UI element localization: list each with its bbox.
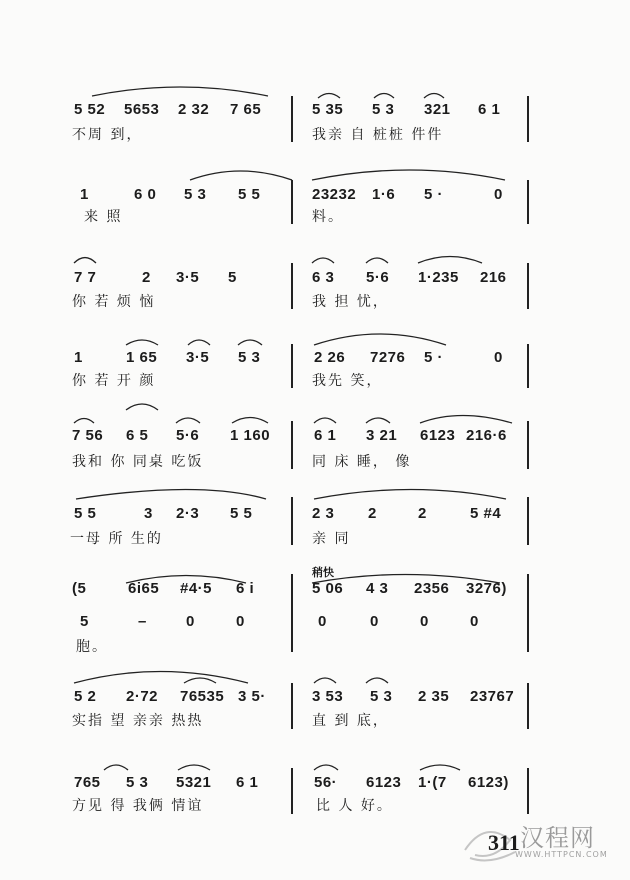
note-group: 0 <box>494 349 503 366</box>
note-group: 5 5 <box>230 505 253 522</box>
note-group: 5 5 <box>238 186 261 203</box>
note-group: 2·3 <box>176 505 200 522</box>
tempo-marking: 稍快 <box>312 567 334 579</box>
note-group: 23232 <box>312 186 357 203</box>
lyric-line: 我和 你 同桌 吃饭 <box>72 454 204 470</box>
note-group: 0 <box>186 613 195 630</box>
note-group: 1·235 <box>418 269 459 286</box>
note-group: 6123) <box>468 774 509 791</box>
note-group: 2 35 <box>418 688 450 705</box>
watermark-url: WWW.HTTPCN.COM <box>515 850 608 859</box>
lyric-line: 来 照 <box>84 209 123 225</box>
watermark-text: 汉程网 <box>520 824 595 852</box>
note-group: 7 56 <box>72 427 104 444</box>
note-group: 0 <box>236 613 245 630</box>
note-group: 5·6 <box>176 427 200 444</box>
note-group: 23767 <box>470 688 515 705</box>
lyric-line: 料。 <box>312 209 344 225</box>
note-group: 6 1 <box>236 774 259 791</box>
note-group: 6123 <box>366 774 402 791</box>
note-group: 0 <box>420 613 429 630</box>
note-group: 5·6 <box>366 269 390 286</box>
note-group: 0 <box>318 613 327 630</box>
note-group: 5 · <box>424 186 444 203</box>
lyric-line: 方见 得 我俩 情谊 <box>72 798 204 814</box>
note-group: 2 26 <box>314 349 346 366</box>
lyric-line: 我亲 自 桩桩 件件 <box>312 127 444 143</box>
note-group: 7 7 <box>74 269 97 286</box>
note-group: 5 3 <box>370 688 393 705</box>
note-group: 3 <box>144 505 153 522</box>
note-group: – <box>138 613 147 630</box>
note-group: 3·5 <box>186 349 210 366</box>
note-group: 6 0 <box>134 186 157 203</box>
note-group: 2 <box>142 269 151 286</box>
note-group: 6i65 <box>128 580 160 597</box>
note-group: 4 3 <box>366 580 389 597</box>
note-group: 5 06 <box>312 580 344 597</box>
note-group: 5 <box>228 269 237 286</box>
note-group: 3 5· <box>238 688 266 705</box>
lyric-line: 亲 同 <box>312 531 351 547</box>
note-group: 5321 <box>176 774 212 791</box>
note-group: 6 3 <box>312 269 335 286</box>
note-group: 1 <box>74 349 83 366</box>
note-group: 5 5 <box>74 505 97 522</box>
note-group: 5 3 <box>372 101 395 118</box>
lyric-line: 比 人 好。 <box>316 798 393 814</box>
note-group: 216·6 <box>466 427 507 444</box>
note-group: 3 21 <box>366 427 398 444</box>
note-group: 6 5 <box>126 427 149 444</box>
note-group: 5 3 <box>238 349 261 366</box>
note-group: 5 #4 <box>470 505 502 522</box>
note-group: 5 2 <box>74 688 97 705</box>
lyric-line: 你 若 烦 恼 <box>72 294 156 310</box>
lyric-line: 一母 所 生的 <box>70 531 163 547</box>
lyric-line: 直 到 底， <box>312 713 389 729</box>
note-group: 5 · <box>424 349 444 366</box>
note-group: 1·(7 <box>418 774 447 791</box>
note-group: 7276 <box>370 349 406 366</box>
lyric-line: 实指 望 亲亲 热热 <box>72 713 204 729</box>
note-group: (5 <box>72 580 87 597</box>
note-group: 1 160 <box>230 427 271 444</box>
note-group: 6 1 <box>314 427 337 444</box>
note-group: 1 <box>80 186 89 203</box>
note-group: 3276) <box>466 580 507 597</box>
note-group: 5 3 <box>184 186 207 203</box>
note-group: 2 32 <box>178 101 210 118</box>
note-group: 3 53 <box>312 688 344 705</box>
note-group: 5 35 <box>312 101 344 118</box>
page-number: 311 <box>488 830 520 855</box>
note-group: 321 <box>424 101 451 118</box>
note-group: 0 <box>470 613 479 630</box>
note-group: 6123 <box>420 427 456 444</box>
note-group: 2·72 <box>126 688 159 705</box>
lyric-line: 不周 到， <box>72 127 143 143</box>
lyric-line: 你 若 开 颜 <box>72 373 156 389</box>
note-group: 5653 <box>124 101 160 118</box>
note-group: 0 <box>370 613 379 630</box>
note-group: 2 <box>368 505 377 522</box>
note-group: 0 <box>494 186 503 203</box>
note-group: #4·5 <box>180 580 213 597</box>
note-group: 5 3 <box>126 774 149 791</box>
lyric-line: 我先 笑， <box>312 373 383 389</box>
note-group: 2 3 <box>312 505 335 522</box>
note-group: 76535 <box>180 688 225 705</box>
lyric-line: 胞。 <box>76 639 108 655</box>
note-group: 1 65 <box>126 349 158 366</box>
note-group: 2356 <box>414 580 450 597</box>
note-group: 1·6 <box>372 186 396 203</box>
note-group: 5 52 <box>74 101 106 118</box>
note-group: 5 <box>80 613 89 630</box>
note-group: 6 i <box>236 580 255 597</box>
lyric-line: 我 担 忧， <box>312 294 389 310</box>
lyric-line: 同 床 睡， 像 <box>312 454 412 470</box>
note-group: 56· <box>314 774 338 791</box>
note-group: 7 65 <box>230 101 262 118</box>
note-group: 216 <box>480 269 507 286</box>
note-group: 6 1 <box>478 101 501 118</box>
note-group: 3·5 <box>176 269 200 286</box>
note-group: 765 <box>74 774 101 791</box>
note-group: 2 <box>418 505 427 522</box>
